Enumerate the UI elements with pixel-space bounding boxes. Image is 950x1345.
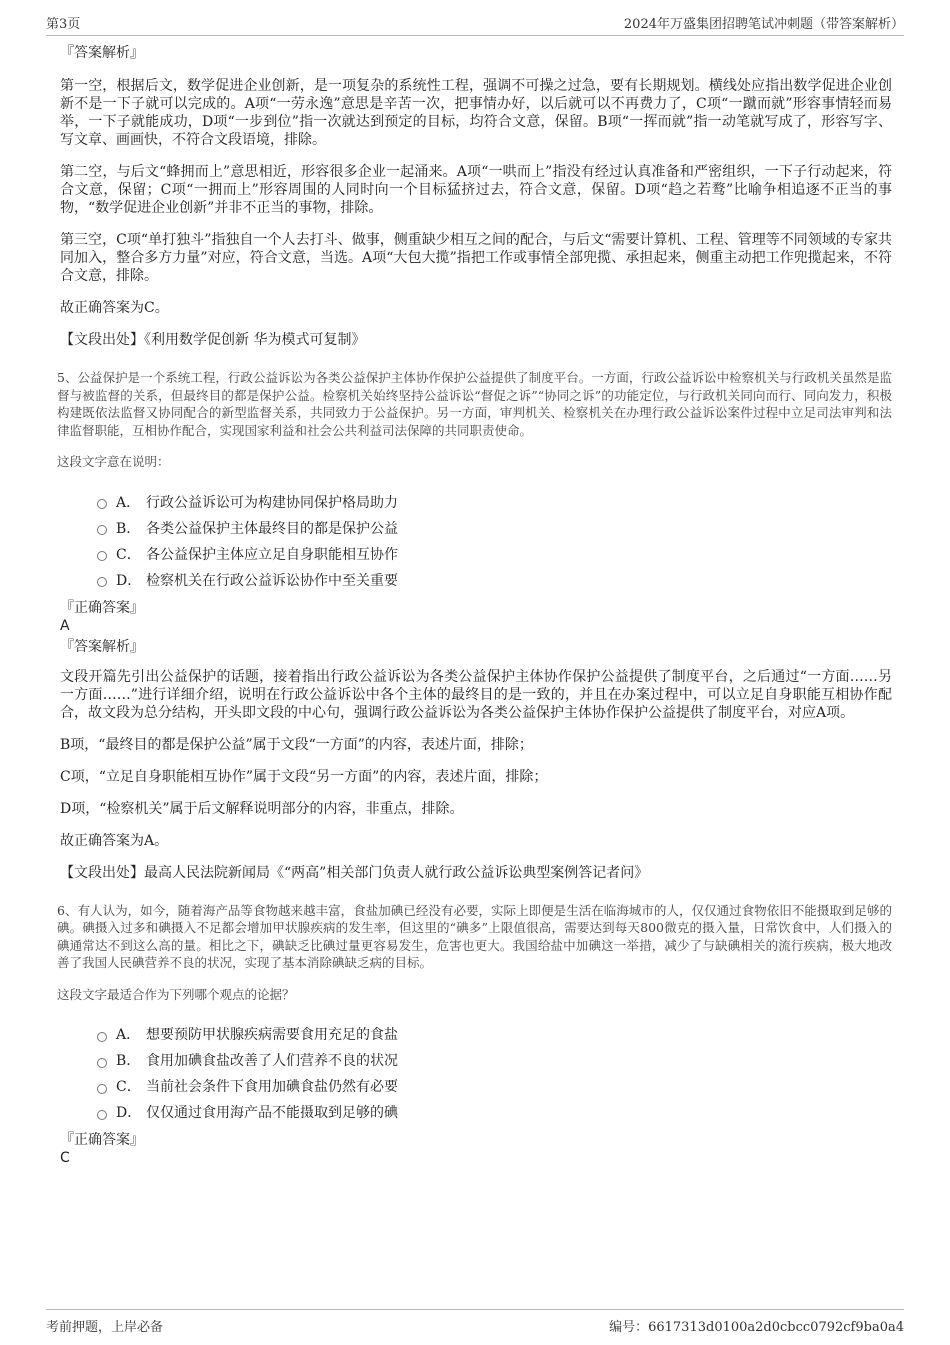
q5-question-text: 5、公益保护是一个系统工程，行政公益诉讼为各类公益保护主体协作保护公益提供了制度平台。一方面，行政公益诉讼中检察机关与行政机关虽然是监督与被监督的关系，但最终目的都是保护公益。检察机关始终坚持公益诉讼“督促之诉”“协同之诉”的功能定位，与行政机关同向而行、同向发力，积极构建既依法监督又协同配合的新型监督关系，共同致力于公益保护。另一方面，审判机关、检察机关在办理行政公益诉讼案件过程中立足司法审判和法律监督职能，互相协作配合，实现国家利益和社会公共利益司法保障的共同职责使命。 [57,370,892,438]
q4-analysis-paragraph: 第二空，与后文“蜂拥而上”意思相近，形容很多企业一起涌来。A项“一哄而上”指没有经过认真准备和严密组织，一下子行动起来，符合文意，保留；C项“一拥而上”形容周围的人同时向一个目标猛挤过去，符合文意，保留。D项“趋之若鹜”比喻争相追逐不正当的事物，“数学促进企业创新”并非不正当的事物，排除。 [60,164,892,216]
radio-icon[interactable] [97,1084,107,1094]
q4-analysis-label: 『答案解析』 [60,45,144,61]
q6-options [97,1021,892,1125]
option-letter: A． [116,1027,141,1043]
q4-analysis-paragraph: 第三空，C项“单打独斗”指独自一个人去打斗、做事，侧重缺少相互之间的配合，与后文“需要计算机、工程、管理等不同领域的专家共同加入，整合多方力量”对应，符合文意，当选。A项“大包大揽”指把工作或事情全部兜揽、承担起来，侧重主动把工作兜揽起来，不符合文意，排除。 [60,232,892,284]
radio-icon[interactable] [97,577,107,587]
q5-option-b[interactable] [97,515,892,541]
q5-conclusion: 故正确答案为A。 [60,832,169,849]
option-text: 想要预防甲状腺疾病需要食用充足的食盐 [146,1027,398,1043]
q5-answer [60,599,892,656]
q5-analysis-paragraph: C项，“立足自身职能相互协作”属于文段“另一方面”的内容，表述片面，排除； [60,768,548,785]
radio-icon[interactable] [97,499,107,509]
page-header [46,12,904,36]
q5-answer-label: 『正确答案』 [60,599,144,616]
q6-question-text: 6、有人认为，如今，随着海产品等食物越来越丰富，食盐加碘已经没有必要，实际上即便是生活在临海城市的人，仅仅通过食物依旧不能摄取到足够的碘。碘摄入过多和碘摄入不足都会增加甲状腺疾病的发生率，但这里的“碘多”上限值很高，需要达到每天800微克的摄入量，日常饮食中，人们摄入的碘通常达不到这么高的量。相比之下，碘缺乏比碘过量更容易发生，危害也更大。我国给盐中加碘这一举措，减少了与缺碘相关的流行疾病，极大地改善了我国人民碘营养不良的状况，实现了基本消除碘缺乏病的目标。 [57,902,892,970]
q6-option-c[interactable] [97,1073,892,1099]
option-letter: D． [116,572,142,589]
option-letter: C． [116,546,141,563]
option-text: 各类公益保护主体最终目的都是保护公益 [146,520,398,537]
q5-option-c[interactable] [97,541,892,567]
option-letter: C． [116,1079,141,1095]
q5-analysis-paragraph: D项，“检察机关”属于后文解释说明部分的内容，非重点，排除。 [60,800,464,817]
page-footer [46,1309,904,1336]
option-text: 当前社会条件下食用加碘食盐仍然有必要 [146,1079,398,1095]
q5-analysis-paragraph: 文段开篇先引出公益保护的话题，接着指出行政公益诉讼为各类公益保护主体协作保护公益提供了制度平台，之后通过“一方面……另一方面……”进行详细介绍，说明在行政公益诉讼中各个主体的最终目的是一致的，并且在办案过程中，可以立足自身职能互相协作配合，故文段为总分结构，开头即文段的中心句，强调行政公益诉讼为各类公益保护主体协作保护公益提供了制度平台，对应A项。 [60,668,892,721]
page-content [57,44,892,1179]
q4-source: 【文段出处】《利用数学促创新 华为模式可复制》 [60,332,366,348]
option-letter: B． [116,520,141,537]
option-text: 仅仅通过食用海产品不能摄取到足够的碘 [146,1105,398,1121]
q5-answer-value: A [60,617,70,634]
option-letter: A． [116,494,141,511]
q6-option-b[interactable] [97,1047,892,1073]
radio-icon[interactable] [97,551,107,561]
q5-options [97,489,892,593]
option-text: 食用加碘食盐改善了人们营养不良的状况 [146,1053,398,1069]
q6-option-a[interactable] [97,1021,892,1047]
option-text: 行政公益诉讼可为构建协同保护格局助力 [146,494,398,511]
option-letter: B． [116,1053,141,1069]
radio-icon[interactable] [97,1032,107,1042]
q6-option-d[interactable] [97,1099,892,1125]
q6-answer-value: C [60,1150,70,1166]
q5-option-a[interactable] [97,489,892,515]
q5-analysis-paragraph: B项，“最终目的都是保护公益”属于文段“一方面”的内容，表述片面，排除； [60,736,533,753]
q5-analysis-label: 『答案解析』 [60,638,144,655]
radio-icon[interactable] [97,525,107,535]
q5-option-d[interactable] [97,567,892,593]
q6-prompt: 这段文字最适合作为下列哪个观点的论据？ [57,986,295,1002]
q6-answer [60,1131,892,1167]
option-letter: D． [116,1105,142,1121]
q6-answer-label: 『正确答案』 [60,1132,144,1148]
option-text: 检察机关在行政公益诉讼协作中至关重要 [146,572,398,589]
footer-slogan: 考前押题，上岸必备 [46,1319,164,1335]
q5-prompt: 这段文字意在说明： [57,454,170,469]
document-code: 编号：6617313d0100a2d0cbcc0792cf9ba0a4 [609,1319,904,1335]
q4-analysis-paragraph: 第一空，根据后文，数学促进企业创新，是一项复杂的系统性工程，强调不可操之过急，要有长期规划。横线处应指出数学促进企业创新不是一下子就可以完成的。A项“一劳永逸”意思是辛苦一次，把事情办好，以后就可以不再费力了，C项“一蹴而就”形容事情轻而易举，一下子就能成功，D项“一步到位”指一次就达到预定的目标，均符合文意，保留。B项“一挥而就”指一动笔就写成了，形容写字、写文章、画画快，不符合文段语境，排除。 [60,78,892,148]
q4-conclusion: 故正确答案为C。 [60,300,169,316]
page-number: 第3页 [46,16,81,32]
radio-icon[interactable] [97,1058,107,1068]
q5-source: 【文段出处】最高人民法院新闻局《“两高”相关部门负责人就行政公益诉讼典型案例答记者问》 [60,864,649,881]
radio-icon[interactable] [97,1110,107,1120]
option-text: 各公益保护主体应立足自身职能相互协作 [146,546,398,563]
document-title: 2024年万盛集团招聘笔试冲刺题（带答案解析） [623,16,904,32]
